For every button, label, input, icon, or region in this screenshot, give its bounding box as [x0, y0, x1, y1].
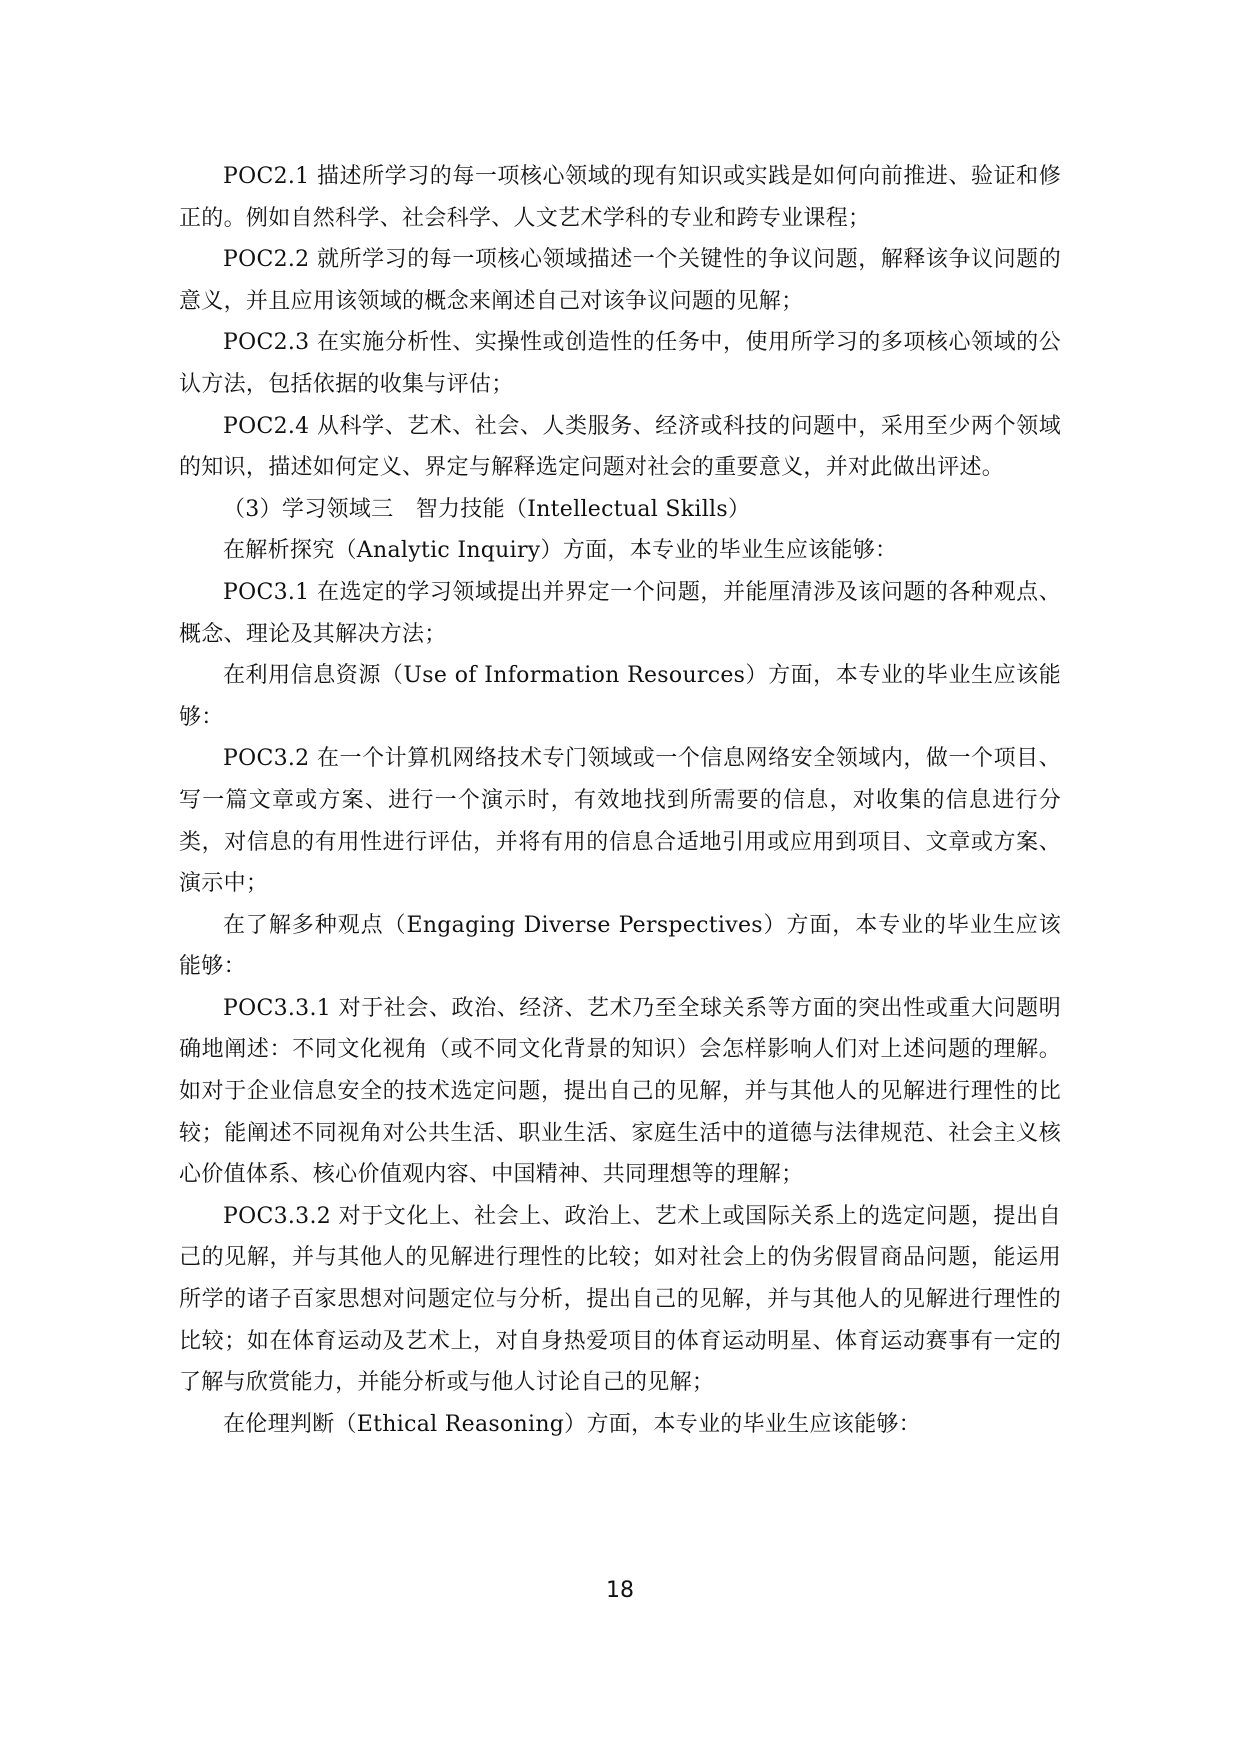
paragraph-ethical-reasoning-intro: 在伦理判断（Ethical Reasoning）方面，本专业的毕业生应该能够： — [223, 1411, 921, 1437]
paragraph-diverse-perspectives-intro: 在了解多种观点（Engaging Diverse Perspectives）方面，本专业的毕业生应该能够： — [179, 912, 1061, 980]
paragraph-poc2-3: POC2.3 在实施分析性、实操性或创造性的任务中，使用所学习的多项核心领域的公认方法，包括依据的收集与评估； — [179, 330, 1061, 397]
page-number: 18 — [606, 1578, 634, 1603]
paragraph-poc2-2: POC2.2 就所学习的每一项核心领域描述一个关键性的争议问题，解释该争议问题的意义，并且应用该领域的概念来阐述自己对该争议问题的见解； — [179, 247, 1061, 314]
paragraph-poc3-3-2: POC3.3.2 对于文化上、社会上、政治上、艺术上或国际关系上的选定问题，提出自己的见解，并与其他人的见解进行理性的比较；如对社会上的伪劣假冒商品问题，能运用所学的诸子百家思想对问题定位与分析，提出自己的见解，并与其他人的见解进行理性的比较；如在体育运动及艺术上，对自身热爱项目的体育运动明星、体育运动赛事有一定的了解与欣赏能力，并能分析或与他人讨论自己的见解； — [179, 1203, 1061, 1396]
document-body — [179, 156, 1061, 1445]
paragraph-poc2-1: POC2.1 描述所学习的每一项核心领域的现有知识或实践是如何向前推进、验证和修正的。例如自然科学、社会科学、人文艺术学科的专业和跨专业课程； — [179, 164, 1061, 231]
paragraph-information-resources-intro: 在利用信息资源（Use of Information Resources）方面，本专业的毕业生应该能够： — [179, 663, 1061, 730]
paragraph-poc3-1: POC3.1 在选定的学习领域提出并界定一个问题，并能厘清涉及该问题的各种观点、概念、理论及其解决方法； — [179, 579, 1061, 647]
section-heading-intellectual-skills: （3）学习领域三 智力技能（Intellectual Skills） — [223, 496, 751, 522]
paragraph-poc3-2: POC3.2 在一个计算机网络技术专门领域或一个信息网络安全领域内，做一个项目、写一篇文章或方案、进行一个演示时，有效地找到所需要的信息，对收集的信息进行分类，对信息的有用性进行评估，并将有用的信息合适地引用或应用到项目、文章或方案、演示中； — [179, 746, 1061, 897]
paragraph-poc3-3-1: POC3.3.1 对于社会、政治、经济、艺术乃至全球关系等方面的突出性或重大问题明确地阐述：不同文化视角（或不同文化背景的知识）会怎样影响人们对上述问题的理解。如对于企业信息安全的技术选定问题，提出自己的见解，并与其他人的见解进行理性的比较；能阐述不同视角对公共生活、职业生活、家庭生活中的道德与法律规范、社会主义核心价值体系、核心价值观内容、中国精神、共同理想等的理解； — [179, 995, 1061, 1188]
paragraph-poc2-4: POC2.4 从科学、艺术、社会、人类服务、经济或科技的问题中，采用至少两个领域的知识，描述如何定义、界定与解释选定问题对社会的重要意义，并对此做出评述。 — [179, 413, 1061, 481]
paragraph-analytic-inquiry-intro: 在解析探究（Analytic Inquiry）方面，本专业的毕业生应该能够： — [223, 538, 898, 564]
